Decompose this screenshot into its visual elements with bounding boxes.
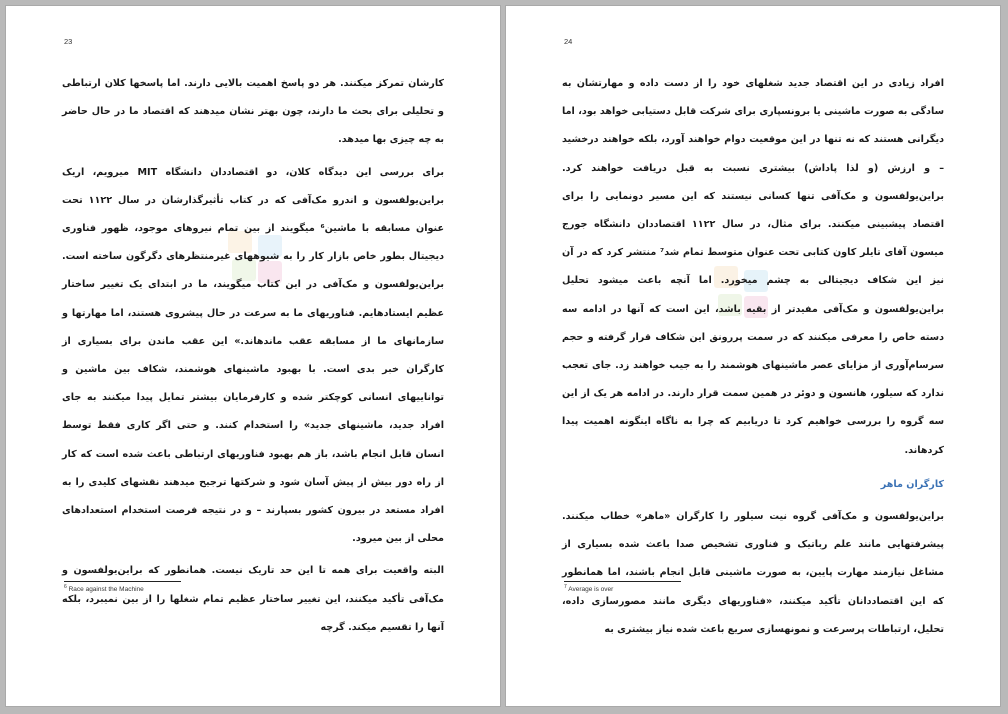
footnote [64, 584, 144, 593]
page-number: 23 [64, 37, 73, 46]
footnote-marker: 6 [64, 584, 67, 590]
paragraph: براین‌یولفسون و مک‌آفی گروه نیت سیلور را کارگران «ماهر» خطاب میکنند. پیشرفتهایی مانند علم رباتیک و فناوری تشخیص صدا باعث شده بسیاری از مشاغل نیازمند مهارت پایین، به صورت ماشینی قابل انجام باشند، اما همانطور که این اقتصاددانان تأکید میکنند، «فناوریهای دیگری مانند مصورسازی داده، تحلیل، ارتباطات پرسرعت و نمونهسازی سریع باعث شده نیاز بیشتری به [562, 511, 944, 635]
page-number: 24 [564, 37, 573, 46]
section-heading: کارگران ماهر [880, 478, 944, 490]
document-page-right [505, 5, 1001, 707]
footnote-separator [564, 581, 681, 582]
footnote-separator [64, 581, 181, 582]
paragraph: افراد زیادی در این اقتصاد جدید شغلهای خود را از دست داده و مهارتشان به سادگی به صورت ماشینی یا برونسپاری برای شرکت قابل دستیابی خواهد بود، اما دیگرانی هستند که نه تنها در این موقعیت دوام خواهند آورد، بلکه خواهند درخشید – و ارزش (و لذا پاداش) بیشتری نسبت به قبل دریافت خواهند کرد. براین‌یولفسون و مک‌آفی تنها کسانی نیستند که این مسیر دونمایی را برای اقتصاد پیشبینی میکنند. برای مثال، در سال ۱۱۲۲ اقتصاددان دانشگاه جورج میسون آقای تایلر کاون کتابی تحت عنوان متوسط تمام شد⁷ منتشر کرد که در آن نیز این شکاف دیجیتالی به چشم میخورد. اما آنچه باعث میشود تحلیل براین‌یولفسون و مک‌آفی مفیدتر از بقیه باشد، این است که آنها در ادامه سه دسته خاص را معرفی میکنند که در سمت پررونق این شکاف قرار گرفته و حجم سرسام‌آوری از مزایای عصر ماشینهای هوشمند را به جیب خواهند زد. جای تعجب ندارد که سیلور، هانسون و دوئر در همین سمت قرار دارند. در ادامه هر یک از این سه گروه را بررسی خواهیم کرد تا دریابیم که چرا به ناگاه اینگونه اهمیت پیدا کردهاند. [562, 78, 945, 456]
paragraph: کارشان تمرکز میکنند. هر دو پاسخ اهمیت بالایی دارند. اما پاسخها کلان ارتباطی و تحلیلی برای بحث ما دارند، چون بهتر نشان میدهند که اقتصاد ما در حال حاضر به چه چیزی بها میدهد. [62, 78, 444, 146]
footnote [564, 584, 613, 593]
page-body-text [562, 70, 944, 648]
paragraph: البته واقعیت برای همه تا این حد تاریک نیست. همانطور که براین‌یولفسون و مک‌آفی تأکید میکنند، این تغییر ساختار عظیم تمام شغلها را از بین نمیبرد، بلکه آنها را تقسیم میکند. گرچه [62, 565, 444, 633]
paragraph: برای بررسی این دیدگاه کلان، دو اقتصاددان دانشگاه MIT میرویم، اریک براین‌یولفسون و اندرو مک‌آفی که در کتاب تأثیرگذارشان در سال ۱۱۲۲ تحت عنوان مسابقه با ماشین⁶ میگویند از بین تمام نیروهای موجود، ظهور فناوری دیجیتال بطور خاص بازار کار را به شیوههای غیرمنتظرهای دگرگون ساخته است. براین‌یولفسون و مک‌آفی در این کتاب میگویند، ما در ابتدای یک تغییر ساختار عظیم ایستادهایم. فناوریهای ما به سرعت در حال پیشروی هستند، اما مهارتها و سازمانهای ما از مسابقه عقب ماندهاند.» این عقب ماندن برای بسیاری از کارگران خبر بدی است. با بهبود ماشینهای هوشمند، شکاف بین ماشین و تواناییهای انسانی کوچکتر شده و کارفرمایان بیشتر تمایل پیدا میکنند به جای افراد جدید، ماشینهای جدید» را استخدام کنند. و حتی اگر کاری فقط توسط انسان قابل انجام باشد، باز هم بهبود فناوریهای ارتباطی باعث شده است که کار از راه دور بیش از پیش آسان شود و شرکتها ترجیح میدهند نقشهای کلیدی را به افراد مستعد در بیرون کشور بسپارند – و در نتیجه فرصت استخدام استعدادهای محلی از بین میرود. [62, 166, 445, 545]
footnote-marker: 7 [564, 584, 567, 590]
footnote-text: Race against the Machine [68, 586, 144, 594]
page-body-text [62, 70, 444, 646]
document-page-left [5, 5, 501, 707]
footnote-text: Average is over [568, 586, 614, 594]
